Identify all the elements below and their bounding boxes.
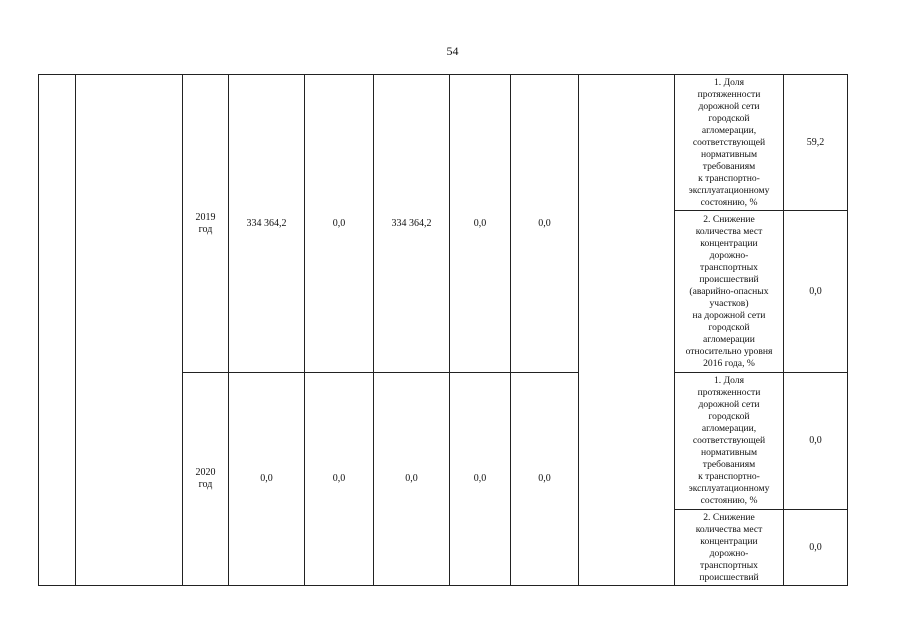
table-row xyxy=(39,75,848,211)
year-cell-2019: 2019 год xyxy=(183,75,229,373)
indicator-text: 1. Доля протяженности дорожной сети городской агломерации, соответствующей нормативным требованиям к транспортно- эксплуатационному состоянию, % xyxy=(675,75,784,211)
value-cell: 334 364,2 xyxy=(374,75,450,373)
value-cell: 0,0 xyxy=(305,373,374,586)
value-cell: 334 364,2 xyxy=(229,75,305,373)
indicator-text: 2. Снижение количества мест концентрации дорожно- транспортных происшествий (аварийно-опасных участков) на дорожной сети городской агломерации относительно уровня 2016 года, % xyxy=(675,211,784,373)
value-cell: 0,0 xyxy=(229,373,305,586)
blank-cell-3 xyxy=(579,75,675,586)
value-cell: 0,0 xyxy=(305,75,374,373)
data-table xyxy=(38,74,848,586)
blank-cell-2 xyxy=(76,75,183,586)
page-number: 54 xyxy=(446,44,459,58)
value-cell: 0,0 xyxy=(511,373,579,586)
blank-cell-1 xyxy=(39,75,76,586)
indicator-value: 0,0 xyxy=(784,510,848,586)
indicator-text: 1. Доля протяженности дорожной сети городской агломерации, соответствующей нормативным требованиям к транспортно- эксплуатационному состоянию, % xyxy=(675,373,784,510)
value-cell: 0,0 xyxy=(450,373,511,586)
year-cell-2020: 2020 год xyxy=(183,373,229,586)
indicator-value: 0,0 xyxy=(784,373,848,510)
indicator-value: 59,2 xyxy=(784,75,848,211)
indicator-text: 2. Снижение количества мест концентрации дорожно- транспортных происшествий xyxy=(675,510,784,586)
indicator-value: 0,0 xyxy=(784,211,848,373)
value-cell: 0,0 xyxy=(511,75,579,373)
value-cell: 0,0 xyxy=(450,75,511,373)
value-cell: 0,0 xyxy=(374,373,450,586)
